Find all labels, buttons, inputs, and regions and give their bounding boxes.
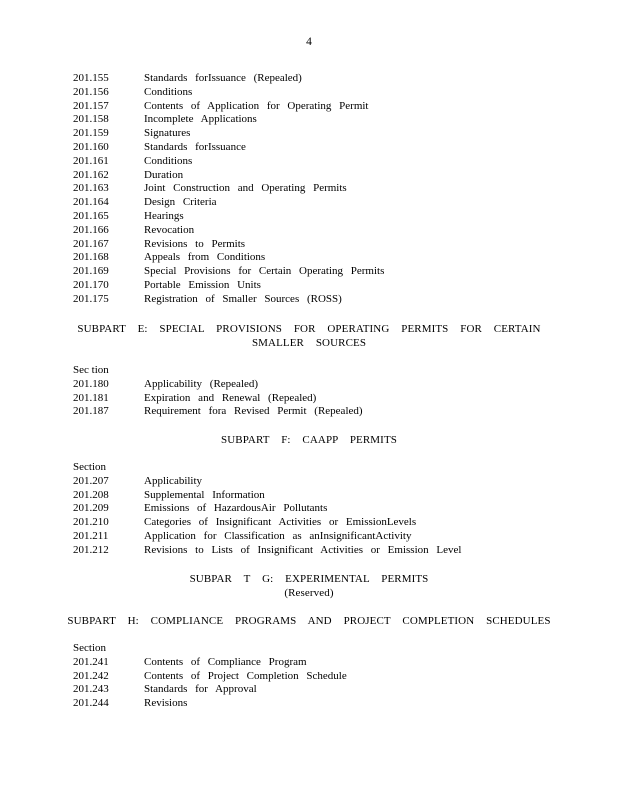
section-number: 201.159 — [73, 127, 109, 140]
section-number: 201.170 — [73, 278, 109, 291]
section-row — [73, 683, 257, 697]
section-list-subpart-e — [73, 364, 363, 419]
section-title: Special Provisions for Certain Operating Permits — [144, 265, 385, 278]
section-row — [73, 502, 328, 516]
section-title: Contents of Project Completion Schedule — [144, 669, 347, 682]
section-title: Applicability (Repealed) — [144, 377, 259, 390]
section-row — [73, 655, 307, 670]
section-list-subpart-f — [73, 461, 462, 558]
section-title: Conditions — [144, 85, 193, 98]
section-number: 201.180 — [73, 377, 109, 390]
section-title: Revisions — [144, 697, 188, 710]
section-number: 201.212 — [73, 543, 109, 556]
subpart-e-heading-line2: SMALLER SOURCES — [251, 337, 367, 349]
section-title: Conditions — [144, 154, 193, 167]
section-number: 201.165 — [73, 209, 109, 222]
section-number: 201.163 — [73, 182, 109, 195]
section-number: 201.157 — [73, 99, 109, 112]
section-title: Standards forIssuance — [144, 140, 246, 153]
section-title: Standards forIssuance (Repealed) — [144, 72, 302, 84]
section-title: Contents of Application for Operating Permit — [144, 99, 369, 112]
section-row — [73, 516, 417, 530]
section-number: 201.169 — [73, 265, 109, 278]
subpart-e-heading — [0, 322, 618, 350]
section-title: Applicability — [144, 474, 203, 487]
subpart-e-heading-line1: SUBPART E: SPECIAL PROVISIONS FOR OPERATING PERMITS FOR CERTAIN — [77, 323, 541, 335]
section-number: 201.181 — [73, 391, 109, 404]
section-number: 201.168 — [73, 251, 109, 264]
section-title: Emissions of HazardousAir Pollutants — [144, 502, 328, 515]
subpart-g-heading-line2: (Reserved) — [284, 587, 334, 599]
section-title: Categories of Insignificant Activities or EmissionLevels — [144, 516, 417, 529]
section-row — [73, 543, 462, 558]
section-title: Revisions to Lists of Insignificant Activities or Emission Level — [144, 543, 462, 556]
section-number: 201.158 — [73, 113, 109, 126]
section-title: Revisions to Permits — [144, 237, 246, 250]
section-row — [73, 474, 203, 489]
section-title: Expiration and Renewal (Repealed) — [144, 391, 317, 404]
section-number: 201.161 — [73, 154, 109, 167]
section-title: Hearings — [144, 209, 184, 222]
section-number: 201.243 — [73, 683, 109, 696]
section-title: Design Criteria — [144, 196, 217, 209]
subpart-h-heading — [0, 614, 618, 628]
section-title: Application for Classification as anInsignificantActivity — [144, 529, 412, 542]
section-label: Section — [73, 461, 106, 473]
section-row — [73, 697, 188, 711]
subpart-f-heading-line1: SUBPART F: CAAPP PERMITS — [221, 434, 397, 446]
section-row — [73, 488, 265, 503]
section-title: Incomplete Applications — [144, 113, 257, 126]
section-row — [73, 405, 363, 419]
section-number: 201.209 — [73, 502, 109, 515]
page-number: 4 — [306, 36, 312, 48]
section-row — [73, 669, 347, 684]
section-row — [73, 529, 412, 544]
section-number: 201.155 — [73, 72, 109, 84]
section-number: 201.162 — [73, 168, 109, 181]
section-row — [73, 391, 317, 406]
section-title: Revocation — [144, 223, 195, 236]
section-title: Duration — [144, 168, 184, 181]
section-title: Appeals from Conditions — [144, 251, 266, 264]
section-number: 201.167 — [73, 237, 109, 250]
section-title: Portable Emission Units — [144, 278, 261, 291]
subpart-g-heading-line1: SUBPAR T G: EXPERIMENTAL PERMITS — [189, 573, 429, 585]
section-title: Standards for Approval — [144, 683, 257, 696]
subpart-h-heading-line1: SUBPART H: COMPLIANCE PROGRAMS AND PROJECT COMPLETION SCHEDULES — [67, 615, 551, 627]
section-title: Signatures — [144, 127, 191, 140]
section-number: 201.164 — [73, 196, 109, 209]
section-list-subpart-h — [73, 642, 347, 711]
section-number: 201.175 — [73, 292, 109, 305]
section-number: 201.211 — [73, 529, 109, 542]
section-number: 201.210 — [73, 516, 109, 529]
section-title: Contents of Compliance Program — [144, 655, 307, 668]
section-title: Registration of Smaller Sources (ROSS) — [144, 292, 342, 305]
subpart-g-heading — [0, 572, 618, 600]
section-label: Section — [73, 642, 106, 654]
section-title: Requirement fora Revised Permit (Repealed) — [144, 405, 363, 418]
section-number: 201.242 — [73, 669, 109, 682]
section-number: 201.241 — [73, 655, 109, 668]
section-number: 201.166 — [73, 223, 109, 236]
section-title: Supplemental Information — [144, 488, 265, 501]
section-title: Joint Construction and Operating Permits — [144, 182, 347, 195]
section-number: 201.160 — [73, 140, 109, 153]
section-number: 201.244 — [73, 697, 109, 710]
section-number: 201.208 — [73, 488, 109, 501]
section-number: 201.187 — [73, 405, 109, 418]
section-label: Sec tion — [73, 364, 109, 376]
section-number: 201.156 — [73, 85, 109, 98]
subpart-f-heading — [0, 433, 618, 447]
section-row — [73, 377, 259, 392]
section-number: 201.207 — [73, 474, 109, 487]
